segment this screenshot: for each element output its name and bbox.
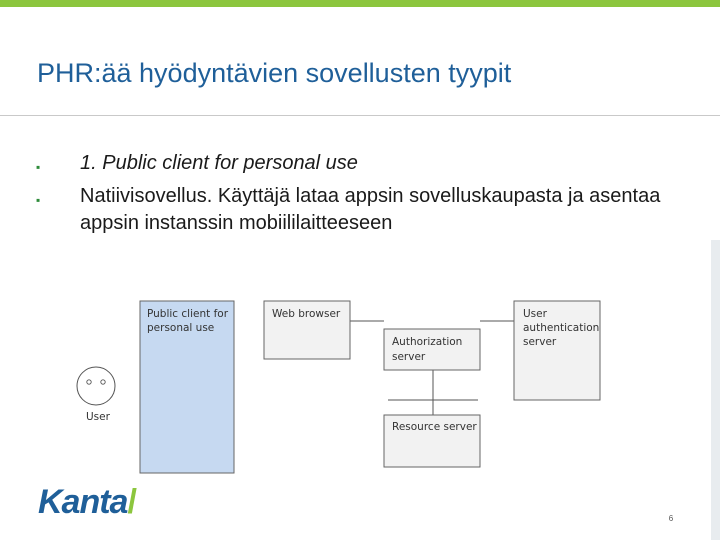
square-bullet-icon: ▪ <box>36 160 41 174</box>
authorization-server-label-line1: Authorization <box>392 336 463 348</box>
bullet-text: 1. Public client for personal use <box>80 152 358 174</box>
resource-server-label: Resource server <box>392 421 477 433</box>
logo-mark: / <box>127 483 136 521</box>
right-edge-bar <box>711 240 720 540</box>
kanta-logo <box>38 482 136 522</box>
web-browser-label: Web browser <box>272 308 341 320</box>
user-auth-server-label-line1: User <box>523 308 547 320</box>
public-client-label-line2: personal use <box>147 322 215 334</box>
user-auth-server-label-line2: authentication <box>523 322 600 334</box>
public-client-label-line1: Public client for <box>147 308 229 320</box>
authorization-server-label-line2: server <box>392 351 426 363</box>
logo-text: Kanta <box>38 483 128 521</box>
slide-title: PHR:ää hyödyntävien sovellusten tyypit <box>37 58 512 88</box>
user-auth-server-label-line3: server <box>523 336 557 348</box>
user-smiley-icon <box>77 367 115 405</box>
bullet-text: Natiivisovellus. Käyttäjä lataa appsin sovelluskaupasta ja asentaa appsin instanssin mobiililaitteeseen <box>80 185 661 234</box>
user-label: User <box>86 411 110 423</box>
square-bullet-icon: ▪ <box>36 193 41 207</box>
page-number: 6 <box>668 514 674 523</box>
